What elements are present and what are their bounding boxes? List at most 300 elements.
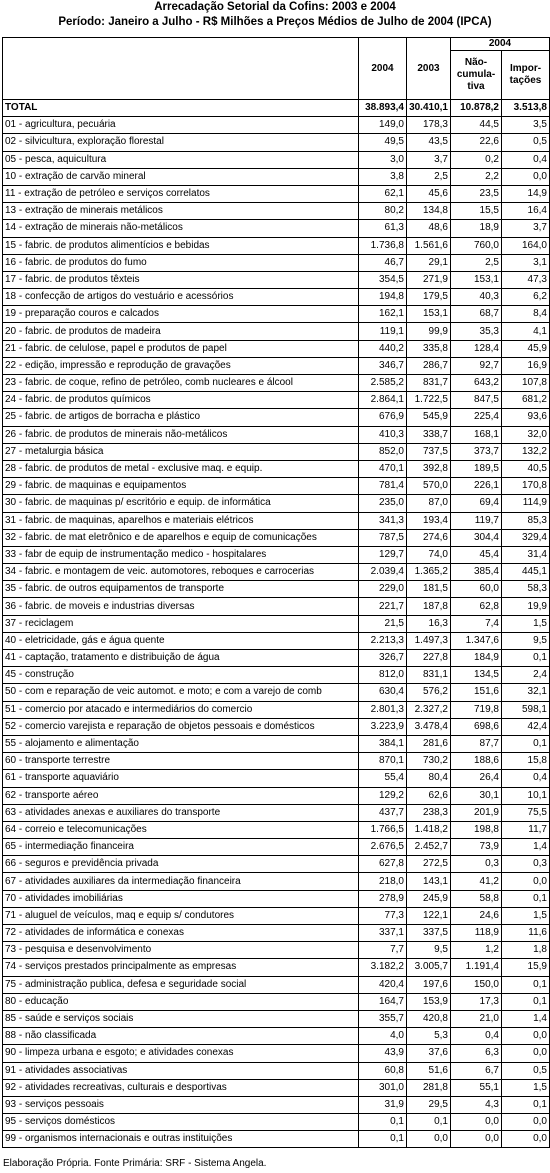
cell-2004: 2.676,5 (359, 839, 407, 856)
cell-2003: 187,8 (407, 598, 451, 615)
row-label: 62 - transporte aéreo (3, 787, 359, 804)
cell-2003: 99,9 (407, 323, 451, 340)
table-row (3, 392, 550, 409)
cell-importacoes: 1,5 (502, 907, 550, 924)
table-row (3, 667, 550, 684)
cell-nao-cumulativa: 73,9 (451, 839, 502, 856)
row-label: 72 - atividades de informática e conexas (3, 925, 359, 942)
cell-2003: 0,0 (407, 1131, 451, 1148)
row-label: 88 - não classificada (3, 1028, 359, 1045)
cell-importacoes: 11,7 (502, 821, 550, 838)
cell-2003: 420,8 (407, 1010, 451, 1027)
cell-2003: 335,8 (407, 340, 451, 357)
table-row (3, 306, 550, 323)
cell-2003: 16,3 (407, 615, 451, 632)
cell-importacoes: 3,1 (502, 254, 550, 271)
table-row (3, 546, 550, 563)
cell-2003: 2.327,2 (407, 701, 451, 718)
row-label: 74 - serviços prestados principalmente as empresas (3, 959, 359, 976)
table-row (3, 237, 550, 254)
total-importacoes: 3.513,8 (502, 100, 550, 117)
cell-2003: 1.561,6 (407, 237, 451, 254)
cell-2004: 326,7 (359, 650, 407, 667)
row-label: 50 - com e reparação de veic automot. e moto; e com a varejo de comb (3, 684, 359, 701)
cell-importacoes: 164,0 (502, 237, 550, 254)
row-label: 20 - fabric. de produtos de madeira (3, 323, 359, 340)
row-label: 28 - fabric. de produtos de metal - exclusive maq. e equip. (3, 460, 359, 477)
cell-nao-cumulativa: 201,9 (451, 804, 502, 821)
cell-2003: 134,8 (407, 203, 451, 220)
col-header-2003: 2003 (407, 38, 451, 100)
table-row (3, 151, 550, 168)
row-label: 25 - fabric. de artigos de borracha e plástico (3, 409, 359, 426)
cell-importacoes: 0,0 (502, 1114, 550, 1131)
row-label: 36 - fabric. de moveis e industrias diversas (3, 598, 359, 615)
cell-2004: 301,0 (359, 1079, 407, 1096)
table-row (3, 529, 550, 546)
table-row (3, 581, 550, 598)
row-label: 41 - captação, tratamento e distribuição de água (3, 650, 359, 667)
row-label: 13 - extração de minerais metálicos (3, 203, 359, 220)
cell-2003: 570,0 (407, 478, 451, 495)
cell-2004: 62,1 (359, 185, 407, 202)
cell-2003: 62,6 (407, 787, 451, 804)
row-label: 71 - aluguel de veículos, maq e equip s/ condutores (3, 907, 359, 924)
cell-importacoes: 0,1 (502, 976, 550, 993)
table-row (3, 959, 550, 976)
cell-2003: 392,8 (407, 460, 451, 477)
cell-2003: 193,4 (407, 512, 451, 529)
row-label: 24 - fabric. de produtos químicos (3, 392, 359, 409)
cell-nao-cumulativa: 0,4 (451, 1028, 502, 1045)
row-label: 16 - fabric. de produtos do fumo (3, 254, 359, 271)
cell-2004: 194,8 (359, 289, 407, 306)
table-row (3, 650, 550, 667)
cell-2003: 1.418,2 (407, 821, 451, 838)
cell-nao-cumulativa: 168,1 (451, 426, 502, 443)
cell-nao-cumulativa: 4,3 (451, 1096, 502, 1113)
table-row (3, 1010, 550, 1027)
cell-importacoes: 0,3 (502, 856, 550, 873)
cell-2003: 730,2 (407, 753, 451, 770)
row-label: 01 - agricultura, pecuária (3, 117, 359, 134)
total-2004: 38.893,4 (359, 100, 407, 117)
cofins-table (2, 37, 550, 1148)
row-label: 70 - atividades imobiliárias (3, 890, 359, 907)
row-label: 91 - atividades associativas (3, 1062, 359, 1079)
cell-nao-cumulativa: 0,0 (451, 1114, 502, 1131)
cell-nao-cumulativa: 1.347,6 (451, 632, 502, 649)
cell-importacoes: 3,7 (502, 220, 550, 237)
row-label: 52 - comercio varejista e reparação de objetos pessoais e domésticos (3, 718, 359, 735)
cell-importacoes: 0,1 (502, 735, 550, 752)
cell-importacoes: 6,2 (502, 289, 550, 306)
row-label: 26 - fabric. de produtos de minerais não-metálicos (3, 426, 359, 443)
row-label: 60 - transporte terrestre (3, 753, 359, 770)
cell-nao-cumulativa: 2,2 (451, 168, 502, 185)
table-row (3, 323, 550, 340)
cell-2003: 227,8 (407, 650, 451, 667)
cell-2004: 80,2 (359, 203, 407, 220)
cell-importacoes: 15,9 (502, 959, 550, 976)
row-label: 21 - fabric. de celulose, papel e produtos de papel (3, 340, 359, 357)
cell-2004: 354,5 (359, 271, 407, 288)
cell-nao-cumulativa: 44,5 (451, 117, 502, 134)
cell-2004: 119,1 (359, 323, 407, 340)
cell-2003: 1.497,3 (407, 632, 451, 649)
cell-2004: 852,0 (359, 443, 407, 460)
table-row (3, 134, 550, 151)
table-row (3, 1131, 550, 1148)
cell-2004: 60,8 (359, 1062, 407, 1079)
table-row (3, 340, 550, 357)
cell-importacoes: 170,8 (502, 478, 550, 495)
cell-nao-cumulativa: 22,6 (451, 134, 502, 151)
cell-2003: 2,5 (407, 168, 451, 185)
cell-nao-cumulativa: 0,2 (451, 151, 502, 168)
cell-nao-cumulativa: 847,5 (451, 392, 502, 409)
cell-importacoes: 58,3 (502, 581, 550, 598)
cell-nao-cumulativa: 226,1 (451, 478, 502, 495)
cell-2004: 1.736,8 (359, 237, 407, 254)
row-label: 55 - alojamento e alimentação (3, 735, 359, 752)
cell-importacoes: 0,5 (502, 134, 550, 151)
cell-2003: 576,2 (407, 684, 451, 701)
cell-2004: 410,3 (359, 426, 407, 443)
cell-nao-cumulativa: 128,4 (451, 340, 502, 357)
cell-2004: 21,5 (359, 615, 407, 632)
table-row (3, 684, 550, 701)
cell-nao-cumulativa: 6,3 (451, 1045, 502, 1062)
row-label: 35 - fabric. de outros equipamentos de transporte (3, 581, 359, 598)
cell-2004: 49,5 (359, 134, 407, 151)
cell-importacoes: 0,0 (502, 1028, 550, 1045)
cell-2003: 274,6 (407, 529, 451, 546)
cell-importacoes: 32,0 (502, 426, 550, 443)
cell-importacoes: 329,4 (502, 529, 550, 546)
row-label: 14 - extração de minerais não-metálicos (3, 220, 359, 237)
cell-2004: 2.864,1 (359, 392, 407, 409)
cell-2004: 355,7 (359, 1010, 407, 1027)
cell-2003: 51,6 (407, 1062, 451, 1079)
row-label: 15 - fabric. de produtos alimentícios e bebidas (3, 237, 359, 254)
cell-nao-cumulativa: 41,2 (451, 873, 502, 890)
total-row (3, 100, 550, 117)
total-nao-cumulativa: 10.878,2 (451, 100, 502, 117)
cell-2003: 545,9 (407, 409, 451, 426)
row-label: 37 - reciclagem (3, 615, 359, 632)
cell-2004: 0,1 (359, 1114, 407, 1131)
row-label: 66 - seguros e previdência privada (3, 856, 359, 873)
cell-2003: 271,9 (407, 271, 451, 288)
cell-nao-cumulativa: 150,0 (451, 976, 502, 993)
cell-importacoes: 16,4 (502, 203, 550, 220)
table-row (3, 787, 550, 804)
row-label: 32 - fabric. de mat eletrônico e de aparelhos e equip de comunicações (3, 529, 359, 546)
cell-2003: 87,0 (407, 495, 451, 512)
row-label: 33 - fabr de equip de instrumentação medico - hospitalares (3, 546, 359, 563)
row-label: 90 - limpeza urbana e esgoto; e atividades conexas (3, 1045, 359, 1062)
cell-2004: 278,9 (359, 890, 407, 907)
cell-2003: 1.365,2 (407, 564, 451, 581)
cell-2004: 7,7 (359, 942, 407, 959)
total-2003: 30.410,1 (407, 100, 451, 117)
cell-nao-cumulativa: 69,4 (451, 495, 502, 512)
cell-nao-cumulativa: 21,0 (451, 1010, 502, 1027)
cell-nao-cumulativa: 87,7 (451, 735, 502, 752)
total-label: TOTAL (3, 100, 359, 117)
cell-nao-cumulativa: 18,9 (451, 220, 502, 237)
row-label: 95 - serviços domésticos (3, 1114, 359, 1131)
cell-2004: 781,4 (359, 478, 407, 495)
col-header-nao-cumulativa: Não- cumula- tiva (451, 51, 502, 100)
title-line-2: Período: Janeiro a Julho - R$ Milhões a Preços Médios de Julho de 2004 (IPCA) (58, 16, 492, 28)
row-label: 67 - atividades auxiliares da intermediação financeira (3, 873, 359, 890)
cell-2004: 221,7 (359, 598, 407, 615)
cell-nao-cumulativa: 0,0 (451, 1131, 502, 1148)
cell-nao-cumulativa: 55,1 (451, 1079, 502, 1096)
cell-2004: 2.801,3 (359, 701, 407, 718)
table-row (3, 770, 550, 787)
cell-2003: 153,1 (407, 306, 451, 323)
report-title (0, 0, 550, 30)
table-row (3, 1062, 550, 1079)
cell-2004: 235,0 (359, 495, 407, 512)
table-row (3, 632, 550, 649)
table-row (3, 598, 550, 615)
cell-2004: 129,7 (359, 546, 407, 563)
cell-importacoes: 598,1 (502, 701, 550, 718)
table-row (3, 478, 550, 495)
table-row (3, 821, 550, 838)
table-row (3, 976, 550, 993)
cell-nao-cumulativa: 225,4 (451, 409, 502, 426)
row-label: 18 - confecção de artigos do vestuário e acessórios (3, 289, 359, 306)
cell-2003: 9,5 (407, 942, 451, 959)
cell-2004: 43,9 (359, 1045, 407, 1062)
table-row (3, 460, 550, 477)
cell-2004: 470,1 (359, 460, 407, 477)
cell-2003: 80,4 (407, 770, 451, 787)
table-row (3, 942, 550, 959)
cell-2003: 3,7 (407, 151, 451, 168)
cell-nao-cumulativa: 134,5 (451, 667, 502, 684)
cell-importacoes: 3,5 (502, 117, 550, 134)
cell-importacoes: 4,1 (502, 323, 550, 340)
cell-importacoes: 1,5 (502, 615, 550, 632)
row-label: 31 - fabric. de maquinas, aparelhos e materiais elétricos (3, 512, 359, 529)
cell-2004: 787,5 (359, 529, 407, 546)
cell-nao-cumulativa: 24,6 (451, 907, 502, 924)
cell-2004: 77,3 (359, 907, 407, 924)
cell-2003: 337,5 (407, 925, 451, 942)
row-label: 61 - transporte aquaviário (3, 770, 359, 787)
cell-2004: 420,4 (359, 976, 407, 993)
cell-importacoes: 0,0 (502, 873, 550, 890)
table-row (3, 357, 550, 374)
cell-2003: 272,5 (407, 856, 451, 873)
table-row (3, 495, 550, 512)
cell-2004: 630,4 (359, 684, 407, 701)
table-row (3, 375, 550, 392)
cell-2003: 338,7 (407, 426, 451, 443)
row-label: 02 - silvicultura, exploração florestal (3, 134, 359, 151)
cell-2004: 0,1 (359, 1131, 407, 1148)
cell-nao-cumulativa: 92,7 (451, 357, 502, 374)
cell-nao-cumulativa: 184,9 (451, 650, 502, 667)
cell-2003: 43,5 (407, 134, 451, 151)
cell-2003: 2.452,7 (407, 839, 451, 856)
col-header-importacoes: Impor- tações (502, 51, 550, 100)
row-label: 19 - preparação couros e calcados (3, 306, 359, 323)
cell-2004: 149,0 (359, 117, 407, 134)
cell-nao-cumulativa: 119,7 (451, 512, 502, 529)
cell-importacoes: 10,1 (502, 787, 550, 804)
row-label: 22 - edição, impressão e reprodução de gravações (3, 357, 359, 374)
cell-importacoes: 1,4 (502, 839, 550, 856)
row-label: 30 - fabric. de maquinas p/ escritório e equip. de informática (3, 495, 359, 512)
cell-2003: 37,6 (407, 1045, 451, 1062)
cell-nao-cumulativa: 373,7 (451, 443, 502, 460)
cell-2003: 29,5 (407, 1096, 451, 1113)
cell-2004: 218,0 (359, 873, 407, 890)
table-row (3, 735, 550, 752)
cell-importacoes: 75,5 (502, 804, 550, 821)
cell-2003: 197,6 (407, 976, 451, 993)
cell-2003: 181,5 (407, 581, 451, 598)
cell-nao-cumulativa: 40,3 (451, 289, 502, 306)
title-line-1: Arrecadação Setorial da Cofins: 2003 e 2004 (154, 1, 396, 13)
cell-importacoes: 8,4 (502, 306, 550, 323)
cell-importacoes: 132,2 (502, 443, 550, 460)
cell-2004: 870,1 (359, 753, 407, 770)
table-row (3, 1114, 550, 1131)
cell-nao-cumulativa: 698,6 (451, 718, 502, 735)
cell-2004: 627,8 (359, 856, 407, 873)
table-row (3, 701, 550, 718)
cell-nao-cumulativa: 15,5 (451, 203, 502, 220)
cell-2004: 341,3 (359, 512, 407, 529)
table-row (3, 271, 550, 288)
cell-importacoes: 32,1 (502, 684, 550, 701)
row-label: 23 - fabric. de coque, refino de petróleo, comb nucleares e álcool (3, 375, 359, 392)
table-row (3, 409, 550, 426)
cell-2003: 831,1 (407, 667, 451, 684)
cell-2004: 3.182,2 (359, 959, 407, 976)
cell-2004: 1.766,5 (359, 821, 407, 838)
table-row (3, 907, 550, 924)
cell-importacoes: 0,0 (502, 1045, 550, 1062)
cell-2003: 1.722,5 (407, 392, 451, 409)
cell-importacoes: 0,4 (502, 770, 550, 787)
cell-2004: 2.039,4 (359, 564, 407, 581)
table-row (3, 856, 550, 873)
table-row (3, 289, 550, 306)
cell-importacoes: 47,3 (502, 271, 550, 288)
cell-nao-cumulativa: 2,5 (451, 254, 502, 271)
cell-2003: 74,0 (407, 546, 451, 563)
cell-nao-cumulativa: 151,6 (451, 684, 502, 701)
cell-importacoes: 0,1 (502, 890, 550, 907)
cell-importacoes: 40,5 (502, 460, 550, 477)
table-row (3, 804, 550, 821)
cell-2003: 48,6 (407, 220, 451, 237)
col-header-2004: 2004 (359, 38, 407, 100)
cell-2003: 281,8 (407, 1079, 451, 1096)
row-label: 64 - correio e telecomunicações (3, 821, 359, 838)
row-label: 93 - serviços pessoais (3, 1096, 359, 1113)
table-row (3, 993, 550, 1010)
cell-2004: 437,7 (359, 804, 407, 821)
cell-importacoes: 445,1 (502, 564, 550, 581)
cell-2003: 29,1 (407, 254, 451, 271)
table-row (3, 168, 550, 185)
cell-nao-cumulativa: 188,6 (451, 753, 502, 770)
cell-2004: 46,7 (359, 254, 407, 271)
cell-nao-cumulativa: 30,1 (451, 787, 502, 804)
cell-importacoes: 2,4 (502, 667, 550, 684)
cell-2003: 153,9 (407, 993, 451, 1010)
cell-importacoes: 85,3 (502, 512, 550, 529)
table-row (3, 873, 550, 890)
cell-2003: 45,6 (407, 185, 451, 202)
cell-nao-cumulativa: 26,4 (451, 770, 502, 787)
cell-nao-cumulativa: 643,2 (451, 375, 502, 392)
row-label: 63 - atividades anexas e auxiliares do transporte (3, 804, 359, 821)
row-label: 92 - atividades recreativas, culturais e desportivas (3, 1079, 359, 1096)
cell-importacoes: 1,5 (502, 1079, 550, 1096)
cell-importacoes: 14,9 (502, 185, 550, 202)
cell-2004: 337,1 (359, 925, 407, 942)
row-label: 17 - fabric. de produtos têxteis (3, 271, 359, 288)
cell-importacoes: 0,0 (502, 1131, 550, 1148)
table-row (3, 718, 550, 735)
cell-nao-cumulativa: 198,8 (451, 821, 502, 838)
cell-nao-cumulativa: 0,3 (451, 856, 502, 873)
cell-2003: 143,1 (407, 873, 451, 890)
cell-nao-cumulativa: 760,0 (451, 237, 502, 254)
cell-importacoes: 1,8 (502, 942, 550, 959)
cell-2004: 229,0 (359, 581, 407, 598)
table-row (3, 615, 550, 632)
cell-importacoes: 0,5 (502, 1062, 550, 1079)
table-row (3, 220, 550, 237)
cell-importacoes: 0,4 (502, 151, 550, 168)
cell-importacoes: 681,2 (502, 392, 550, 409)
cell-2004: 31,9 (359, 1096, 407, 1113)
table-row (3, 443, 550, 460)
cell-2003: 122,1 (407, 907, 451, 924)
cell-nao-cumulativa: 58,8 (451, 890, 502, 907)
cell-2004: 129,2 (359, 787, 407, 804)
row-label: 75 - administração publica, defesa e seguridade social (3, 976, 359, 993)
cell-2003: 5,3 (407, 1028, 451, 1045)
table-row (3, 890, 550, 907)
cell-2003: 281,6 (407, 735, 451, 752)
table-row (3, 564, 550, 581)
table-row (3, 925, 550, 942)
row-label: 65 - intermediação financeira (3, 839, 359, 856)
row-label: 10 - extração de carvão mineral (3, 168, 359, 185)
cell-importacoes: 107,8 (502, 375, 550, 392)
footer-source: Elaboração Própria. Fonte Primária: SRF - Sistema Angela. (3, 1158, 267, 1169)
cell-2003: 286,7 (407, 357, 451, 374)
row-label: 85 - saúde e serviços sociais (3, 1010, 359, 1027)
cell-2004: 346,7 (359, 357, 407, 374)
cell-importacoes: 19,9 (502, 598, 550, 615)
cell-2003: 178,3 (407, 117, 451, 134)
cell-importacoes: 15,8 (502, 753, 550, 770)
